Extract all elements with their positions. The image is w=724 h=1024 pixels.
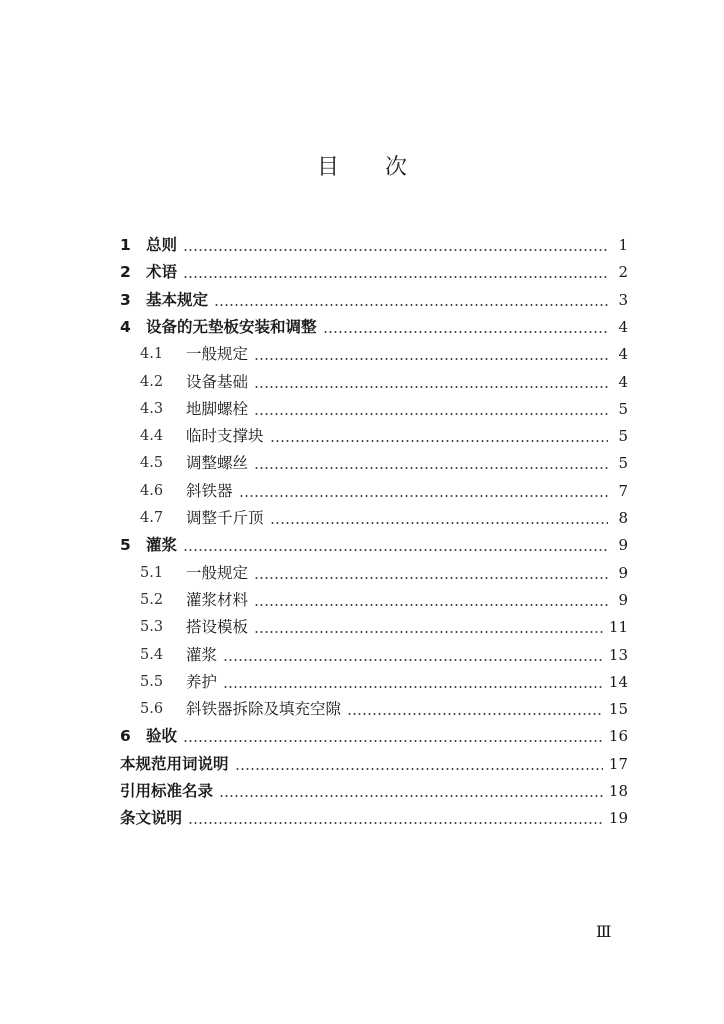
- toc-entry-page: 16: [608, 727, 628, 746]
- toc-leader-dots: [270, 522, 608, 524]
- toc-entry: [140, 616, 628, 638]
- toc-entry-number: 6: [120, 727, 131, 746]
- toc-entry-label: 总则: [146, 236, 178, 254]
- toc-entry-label: 养护: [186, 672, 218, 691]
- toc-entry: [140, 398, 628, 420]
- toc-entry-label: 临时支撑块: [186, 427, 264, 446]
- toc-entry-number: 5.6: [140, 701, 164, 718]
- toc-entry-number: 5.2: [140, 591, 164, 608]
- toc-leader-dots: [183, 249, 608, 251]
- toc-entry-number: 4.2: [140, 373, 164, 390]
- toc-entry-number: 4.5: [140, 455, 164, 472]
- toc-entry-label: 设备基础: [186, 372, 249, 391]
- toc-entry-number: 4.6: [140, 482, 164, 499]
- toc-entry-page: 8: [618, 509, 628, 527]
- toc-entry-label: 条文说明: [120, 809, 183, 828]
- toc-entry-label: 一般规定: [186, 345, 249, 364]
- toc-leader-dots: [188, 822, 603, 824]
- toc-entry: [120, 534, 628, 556]
- page-title: [0, 150, 724, 181]
- toc-entry-page: 4: [618, 317, 628, 336]
- toc-entry: [120, 780, 628, 802]
- toc-entry-page: 9: [618, 590, 628, 609]
- toc-entry-label: 术语: [146, 263, 178, 282]
- toc-leader-dots: [219, 795, 603, 797]
- toc-entry-label: 调整螺丝: [186, 454, 249, 473]
- toc-entry: [120, 261, 628, 283]
- toc-entry-label: 本规范用词说明: [120, 754, 229, 773]
- toc-entry-label: 灌浆材料: [186, 590, 249, 609]
- toc-entry-number: 4.3: [140, 400, 164, 417]
- toc-entry-label: 搭设模板: [186, 618, 249, 637]
- toc-leader-dots: [183, 549, 608, 551]
- toc-leader-dots: [254, 577, 608, 579]
- toc-leader-dots: [223, 659, 603, 661]
- toc-entry-label: 地脚螺栓: [186, 399, 249, 418]
- toc-entry: [140, 343, 628, 365]
- toc-entry-page: 5: [618, 454, 628, 473]
- toc-entry-page: 9: [618, 563, 628, 582]
- toc-leader-dots: [254, 467, 608, 469]
- toc-entry: [120, 234, 628, 256]
- toc-entry: [140, 698, 628, 720]
- page-folio: Ⅲ: [596, 922, 612, 941]
- toc-entry-number: 5.3: [140, 619, 164, 636]
- toc-leader-dots: [214, 304, 608, 306]
- toc-entry-page: 5: [618, 427, 628, 446]
- toc-entry-page: 13: [608, 645, 628, 664]
- toc-entry: [140, 452, 628, 474]
- toc-entry-number: 4.1: [140, 346, 164, 363]
- toc-entry: [140, 425, 628, 447]
- toc-entry-page: 7: [618, 481, 628, 500]
- toc-entry-label: 灌浆: [146, 536, 178, 555]
- toc-entry-number: 2: [120, 263, 131, 282]
- toc-entry: [120, 753, 628, 775]
- toc-entry-page: 4: [618, 345, 628, 364]
- page-title-part-2: 次: [385, 155, 408, 180]
- toc-entry-page: 19: [608, 809, 628, 828]
- toc-leader-dots: [270, 440, 608, 442]
- toc-entry: [140, 589, 628, 611]
- toc-entry: [120, 725, 628, 747]
- toc-entry-number: 5.1: [140, 564, 164, 581]
- toc-leader-dots: [254, 358, 608, 360]
- toc-leader-dots: [223, 686, 603, 688]
- toc-entry-page: 3: [618, 290, 628, 309]
- toc-leader-dots: [235, 768, 603, 770]
- toc-entry-number: 4.4: [140, 428, 164, 445]
- toc-entry-page: 18: [608, 782, 628, 800]
- toc-entry-label: 斜铁器拆除及填充空隙: [186, 700, 342, 719]
- toc-entry-page: 14: [608, 672, 628, 691]
- toc-entry-page: 5: [618, 399, 628, 418]
- toc-entry-label: 斜铁器: [186, 481, 233, 500]
- toc-leader-dots: [254, 386, 608, 388]
- toc-entry: [140, 671, 628, 693]
- toc-entry-page: 4: [618, 372, 628, 391]
- toc-entry: [120, 316, 628, 338]
- toc-entry-number: 4: [120, 317, 131, 336]
- toc-entry-label: 基本规定: [146, 290, 209, 309]
- toc-entry-page: 15: [608, 700, 628, 719]
- toc-entry: [140, 644, 628, 666]
- toc-entry-number: 1: [120, 236, 131, 254]
- toc-entry-page: 2: [618, 263, 628, 282]
- toc-entry-label: 灌浆: [186, 645, 218, 664]
- toc-entry: [120, 807, 628, 829]
- toc-entry-number: 3: [120, 290, 131, 309]
- toc-leader-dots: [323, 331, 608, 333]
- toc-leader-dots: [239, 495, 608, 497]
- toc-leader-dots: [347, 713, 603, 715]
- toc-entry-number: 5: [120, 536, 131, 555]
- page-title-part-1: 目: [316, 155, 339, 180]
- toc-entry: [140, 562, 628, 584]
- toc-entry-label: 引用标准名录: [120, 782, 214, 800]
- toc-entry: [140, 371, 628, 393]
- toc-entry-page: 1: [618, 236, 628, 254]
- toc-entry-label: 调整千斤顶: [186, 509, 264, 527]
- toc-entry-number: 5.4: [140, 646, 164, 663]
- toc-entry-page: 11: [608, 618, 628, 637]
- toc-entry: [140, 507, 628, 529]
- toc-entry: [120, 289, 628, 311]
- toc-leader-dots: [254, 631, 603, 633]
- toc-entry-number: 4.7: [140, 510, 164, 526]
- toc-entry-page: 9: [618, 536, 628, 555]
- toc-entry-number: 5.5: [140, 673, 164, 690]
- toc-entry-label: 设备的无垫板安装和调整: [146, 317, 317, 336]
- toc-entry-label: 验收: [146, 727, 178, 746]
- toc-leader-dots: [254, 604, 608, 606]
- toc-leader-dots: [183, 740, 603, 742]
- toc-entry-page: 17: [608, 754, 628, 773]
- toc-leader-dots: [254, 413, 608, 415]
- toc-entry-label: 一般规定: [186, 563, 249, 582]
- toc-entry: [140, 480, 628, 502]
- toc-leader-dots: [183, 276, 608, 278]
